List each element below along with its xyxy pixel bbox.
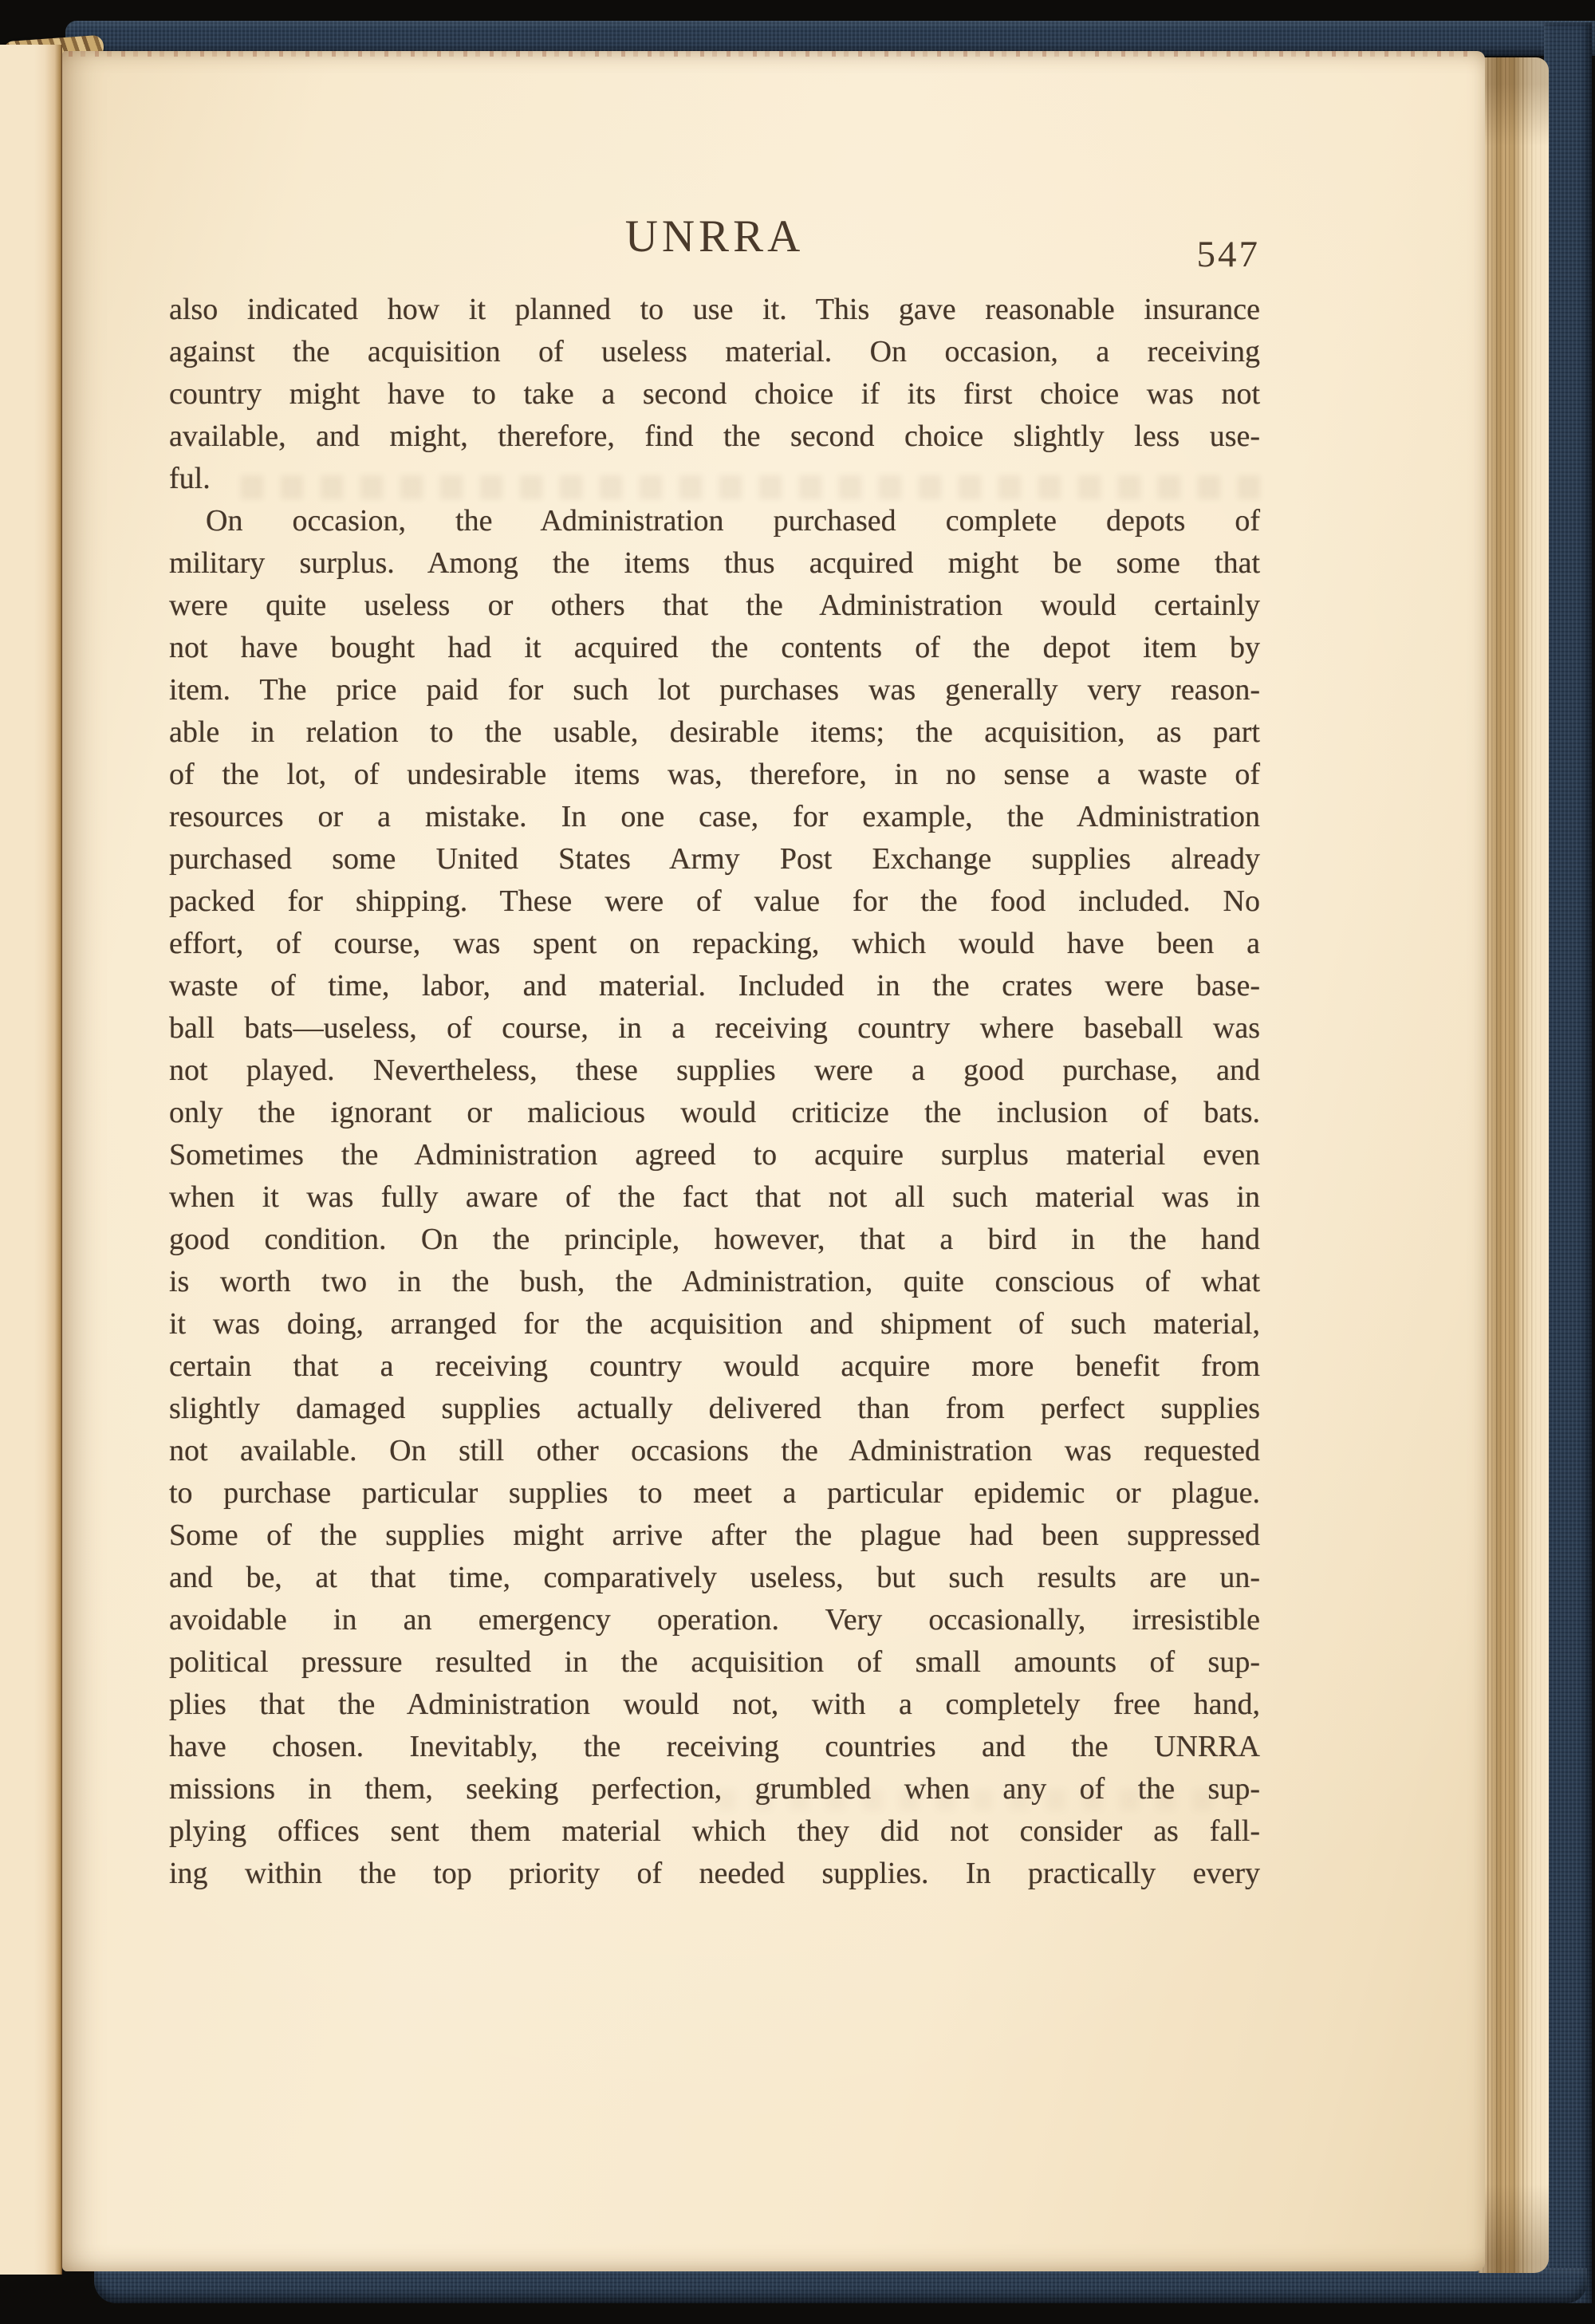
book-cover-bottom-edge — [94, 2268, 1587, 2303]
running-head-title: UNRRA — [624, 211, 805, 262]
text-line: political pressure resulted in the acquisition of small amounts of sup- — [169, 1645, 1260, 1679]
text-line: packed for shipping. These were of value for the food included. No — [169, 884, 1260, 918]
text-line: able in relation to the usable, desirable items; the acquisition, as part — [169, 715, 1260, 749]
page-body-text — [169, 289, 1260, 1895]
page-top-deckle-specks — [69, 51, 1472, 57]
facing-page-edge — [0, 45, 62, 2275]
text-line: not available. On still other occasions the Administration was requested — [169, 1434, 1260, 1467]
text-line: and be, at that time, comparatively useless, but such results are un- — [169, 1561, 1260, 1594]
text-line: is worth two in the bush, the Administration, quite conscious of what — [169, 1265, 1260, 1298]
page-number: 547 — [1196, 234, 1260, 275]
text-line: item. The price paid for such lot purchases was generally very reason- — [169, 673, 1260, 707]
text-line: effort, of course, was spent on repacking, which would have been a — [169, 927, 1260, 960]
text-line: available, and might, therefore, find the second choice slightly less use- — [169, 420, 1260, 453]
text-line: Sometimes the Administration agreed to acquire surplus material even — [169, 1138, 1260, 1172]
text-line: when it was fully aware of the fact that not all such material was in — [169, 1180, 1260, 1214]
text-line: ful. — [169, 462, 211, 495]
text-line: country might have to take a second choice if its first choice was not — [169, 377, 1260, 411]
text-line: have chosen. Inevitably, the receiving countries and the UNRRA — [169, 1730, 1260, 1763]
text-line: plies that the Administration would not, with a completely free hand, — [169, 1688, 1260, 1721]
text-line: good condition. On the principle, however, that a bird in the hand — [169, 1223, 1260, 1256]
text-line: slightly damaged supplies actually delivered than from perfect supplies — [169, 1392, 1260, 1425]
book-page — [62, 51, 1485, 2271]
text-line: resources or a mistake. In one case, for example, the Administration — [169, 800, 1260, 833]
text-line: military surplus. Among the items thus acquired might be some that — [169, 546, 1260, 580]
text-line: not played. Nevertheless, these supplies were a good purchase, and — [169, 1054, 1260, 1087]
text-line: not have bought had it acquired the contents of the depot item by — [169, 631, 1260, 664]
text-line: ing within the top priority of needed supplies. In practically every — [169, 1857, 1260, 1890]
text-line: also indicated how it planned to use it. This gave reasonable insurance — [169, 293, 1260, 326]
text-line: against the acquisition of useless material. On occasion, a receiving — [169, 335, 1260, 368]
text-line: it was doing, arranged for the acquisition and shipment of such material, — [169, 1307, 1260, 1341]
book-cover-right-edge — [1544, 22, 1592, 2303]
text-line: avoidable in an emergency operation. Very occasionally, irresistible — [169, 1603, 1260, 1637]
text-line: waste of time, labor, and material. Included in the crates were base- — [169, 969, 1260, 1002]
text-line: plying offices sent them material which they did not consider as fall- — [169, 1814, 1260, 1848]
text-line: only the ignorant or malicious would criticize the inclusion of bats. — [169, 1096, 1260, 1129]
text-line: purchased some United States Army Post Exchange supplies already — [169, 842, 1260, 876]
page-edge-stack — [1479, 57, 1549, 2273]
text-line: Some of the supplies might arrive after the plague had been suppressed — [169, 1518, 1260, 1552]
text-line: On occasion, the Administration purchased complete depots of — [206, 504, 1260, 538]
text-line: to purchase particular supplies to meet a particular epidemic or plague. — [169, 1476, 1260, 1510]
text-line: ball bats—useless, of course, in a receiving country where baseball was — [169, 1011, 1260, 1045]
text-line: certain that a receiving country would acquire more benefit from — [169, 1349, 1260, 1383]
text-line: of the lot, of undesirable items was, therefore, in no sense a waste of — [169, 758, 1260, 791]
text-line: were quite useless or others that the Administration would certainly — [169, 589, 1260, 622]
text-line: missions in them, seeking perfection, grumbled when any of the sup- — [169, 1772, 1260, 1806]
